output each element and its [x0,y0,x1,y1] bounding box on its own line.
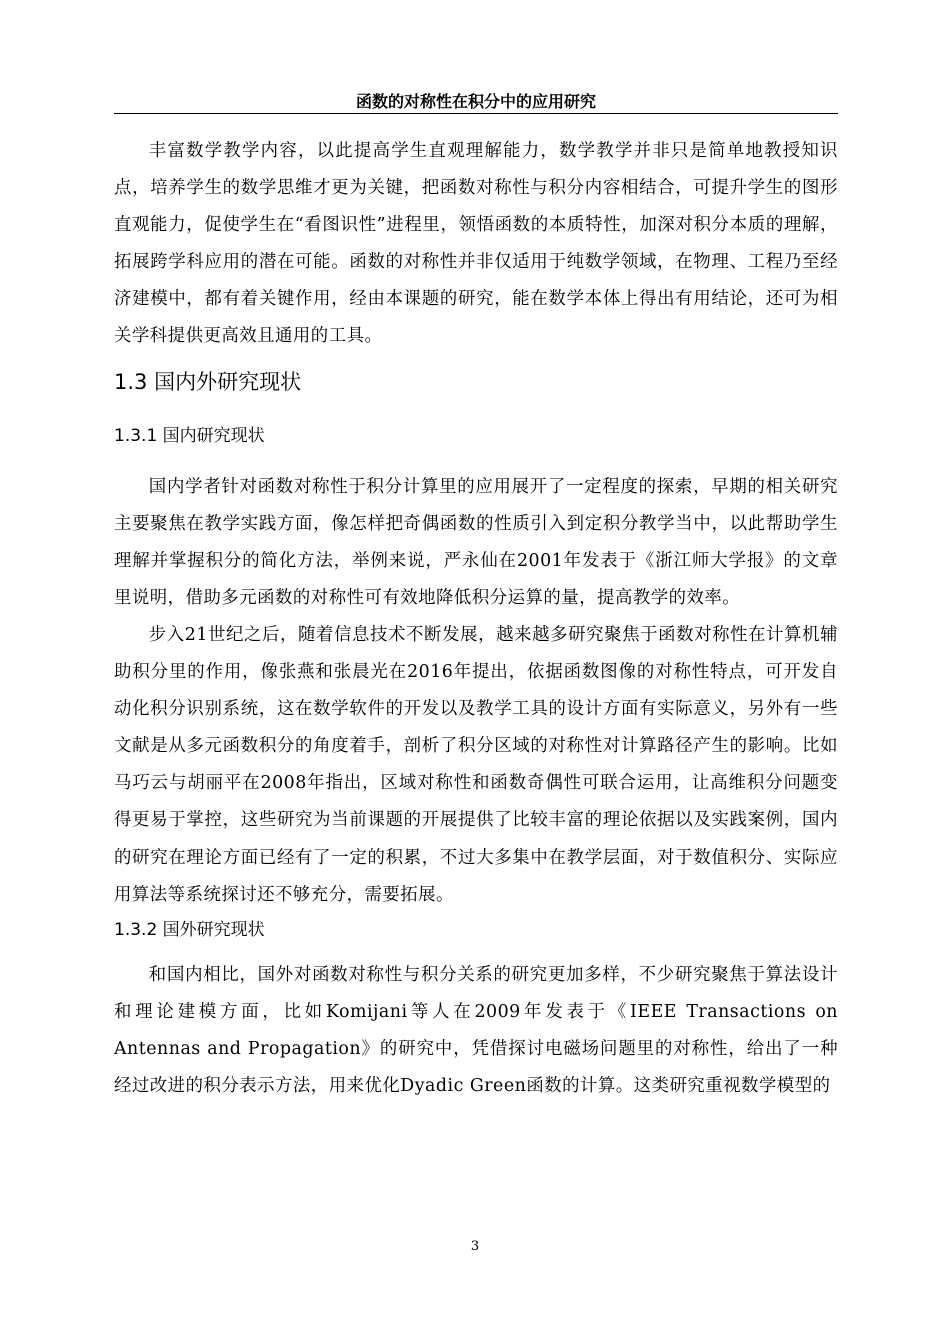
page-body [114,133,838,1105]
paragraph-intro: 丰富数学教学内容，以此提高学生直观理解能力，数学教学并非只是简单地教授知识点，培养学生的数学思维才更为关键，把函数对称性与积分内容相结合，可提升学生的图形直观能力，促使学生在“看图识性”进程里，领悟函数的本质特性，加深对积分本质的理解，拓展跨学科应用的潜在可能。函数的对称性并非仅适用于纯数学领域，在物理、工程乃至经济建模中，都有着关键作用，经由本课题的研究，能在数学本体上得出有用结论，还可为相关学科提供更高效且通用的工具。 [114,141,838,347]
section-heading-1-3: 1.3 国内外研究现状 [114,369,302,394]
paragraph-domestic-1: 国内学者针对函数对称性于积分计算里的应用展开了一定程度的探索，早期的相关研究主要聚焦在教学实践方面，像怎样把奇偶函数的性质引入到定积分教学当中，以此帮助学生理解并掌握积分的简化方法，举例来说，严永仙在2001年发表于《浙江师大学报》的文章里说明，借助多元函数的对称性可有效地降低积分运算的量，提高教学的效率。 [114,476,838,608]
paragraph-domestic-2: 步入21世纪之后，随着信息技术不断发展，越来越多研究聚焦于函数对称性在计算机辅助积分里的作用，像张燕和张晨光在2016年提出，依据函数图像的对称性特点，可开发自动化积分识别系统，这在数学软件的开发以及教学工具的设计方面有实际意义，另外有一些文献是从多元函数积分的角度着手，剖析了积分区域的对称性对计算路径产生的影响。比如马巧云与胡丽平在2008年指出，区域对称性和函数奇偶性可联合运用，让高维积分问题变得更易于掌控，这些研究为当前课题的开展提供了比较丰富的理论依据以及实践案例，国内的研究在理论方面已经有了一定的积累，不过大多集中在教学层面，对于数值积分、实际应用算法等系统探讨还不够充分，需要拓展。 [114,624,838,905]
page-number: 3 [470,1239,480,1254]
paragraph-foreign-1: 和国内相比，国外对函数对称性与积分关系的研究更加多样，不少研究聚焦于算法设计和理论建模方面，比如Komijani等人在2009年发表于《IEEE Transactions on Antennas and Propagation》的研究中，凭借探讨电磁场问题里的对称性，给出了一种经过改进的积分表示方法，用来优化Dyadic Green函数的计算。这类研究重视数学模型的 [114,964,838,1096]
running-header-title: 函数的对称性在积分中的应用研究 [355,92,596,111]
header-rule [114,113,838,114]
subsection-heading-1-3-1: 1.3.1 国内研究现状 [114,425,265,446]
subsection-heading-1-3-2: 1.3.2 国外研究现状 [114,919,265,940]
